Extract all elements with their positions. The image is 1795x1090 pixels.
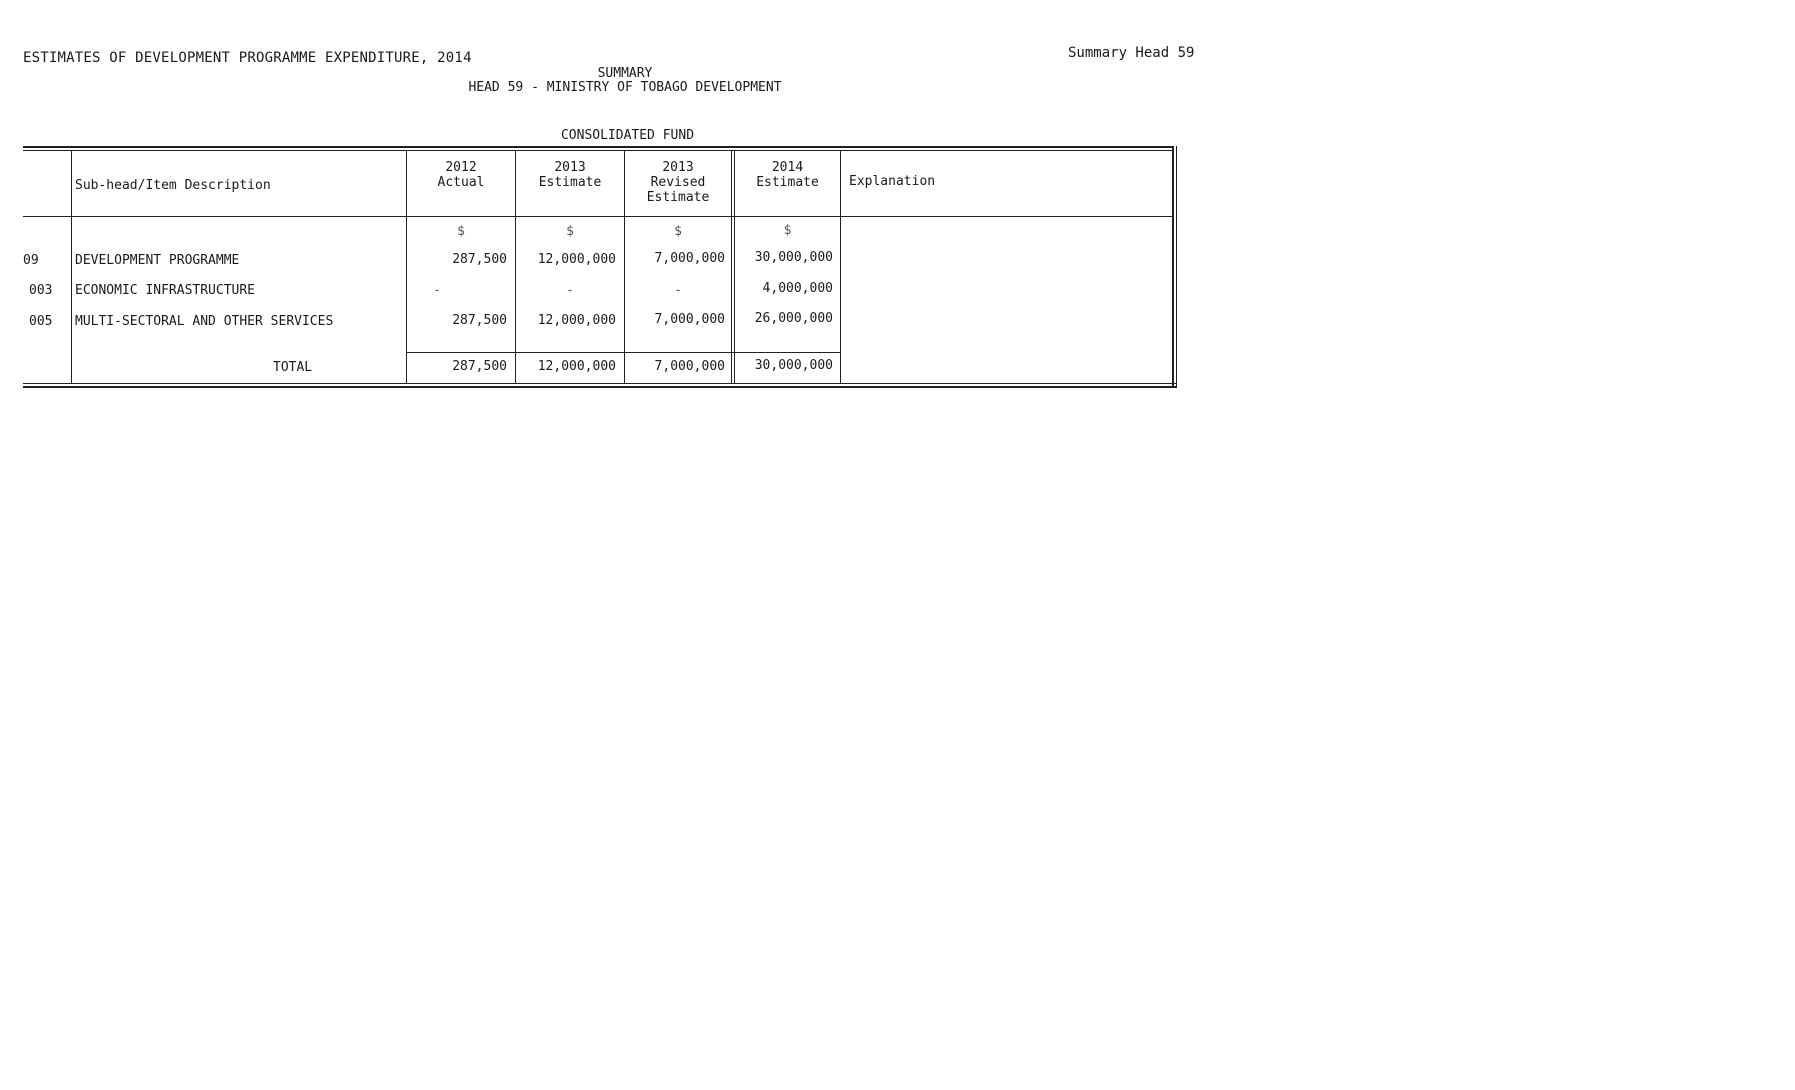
header-2013-revised-year: 2013: [662, 160, 694, 175]
row-2012-actual: -: [433, 283, 441, 298]
row-description: DEVELOPMENT PROGRAMME: [75, 253, 240, 268]
row-2013-estimate: -: [566, 283, 574, 298]
document-title: ESTIMATES OF DEVELOPMENT PROGRAMME EXPENDITURE, 2014: [23, 50, 472, 66]
header-2012-actual: [407, 160, 515, 190]
total-2013-revised: 7,000,000: [654, 359, 725, 374]
total-row-border: [406, 352, 840, 353]
table-right-border: [1172, 146, 1174, 388]
table-bottom-border: [23, 383, 1177, 384]
summary-label: SUMMARY: [597, 66, 653, 81]
row-2013-revised: 7,000,000: [654, 312, 725, 327]
header-2014-estimate: [735, 160, 840, 190]
expenditure-table: [23, 146, 1174, 386]
row-code: 003: [29, 283, 53, 298]
header-explanation: Explanation: [849, 174, 936, 189]
head-label: HEAD 59 - MINISTRY OF TOBAGO DEVELOPMENT: [468, 80, 782, 95]
header-2013-revised-type: Revised: [650, 175, 706, 190]
row-2013-estimate: 12,000,000: [537, 252, 616, 267]
header-2012-year: 2012: [445, 160, 477, 175]
row-2014-estimate: 4,000,000: [762, 281, 833, 296]
header-2014-type: Estimate: [756, 175, 819, 190]
header-2013-revised-type-2: Estimate: [646, 190, 710, 205]
col-divider-explanation: [840, 151, 841, 383]
row-description: ECONOMIC INFRASTRUCTURE: [75, 283, 256, 298]
row-code: 09: [23, 253, 39, 268]
table-bottom-border-outer: [23, 386, 1177, 388]
row-description: MULTI-SECTORAL AND OTHER SERVICES: [75, 314, 334, 329]
row-2013-estimate: 12,000,000: [537, 313, 616, 328]
header-description: Sub-head/Item Description: [75, 178, 271, 193]
table-right-border-outer: [1176, 146, 1177, 388]
row-2013-revised: -: [674, 283, 682, 298]
currency-2013-estimate: $: [566, 224, 574, 239]
currency-2012: $: [457, 224, 465, 239]
row-2014-estimate: 30,000,000: [754, 250, 833, 265]
header-2012-type: Actual: [437, 175, 485, 190]
table-top-border: [23, 146, 1174, 148]
header-2013-year: 2013: [554, 160, 586, 175]
header-2013-estimate: [516, 160, 624, 190]
page-reference: Summary Head 59: [1068, 45, 1195, 61]
total-2012-actual: 287,500: [452, 359, 507, 374]
col-divider-description: [71, 151, 72, 383]
col-divider-2014-a: [731, 151, 732, 383]
header-bottom-border: [23, 216, 1174, 217]
row-2012-actual: 287,500: [452, 252, 507, 267]
header-2013-type: Estimate: [538, 175, 602, 190]
currency-2014: $: [783, 223, 792, 238]
row-code: 005: [29, 314, 53, 329]
fund-label: CONSOLIDATED FUND: [560, 128, 695, 143]
total-label: TOTAL: [273, 360, 313, 375]
row-2012-actual: 287,500: [452, 313, 507, 328]
heading-block: [440, 67, 810, 95]
row-2013-revised: 7,000,000: [654, 251, 725, 266]
currency-2013-revised: $: [674, 224, 682, 239]
table-top-border-inner: [23, 150, 1174, 151]
header-2014-year: 2014: [771, 160, 804, 175]
total-2014-estimate: 30,000,000: [754, 358, 833, 373]
header-2013-revised-estimate: [625, 160, 731, 205]
total-2013-estimate: 12,000,000: [537, 359, 616, 374]
row-2014-estimate: 26,000,000: [754, 311, 833, 326]
